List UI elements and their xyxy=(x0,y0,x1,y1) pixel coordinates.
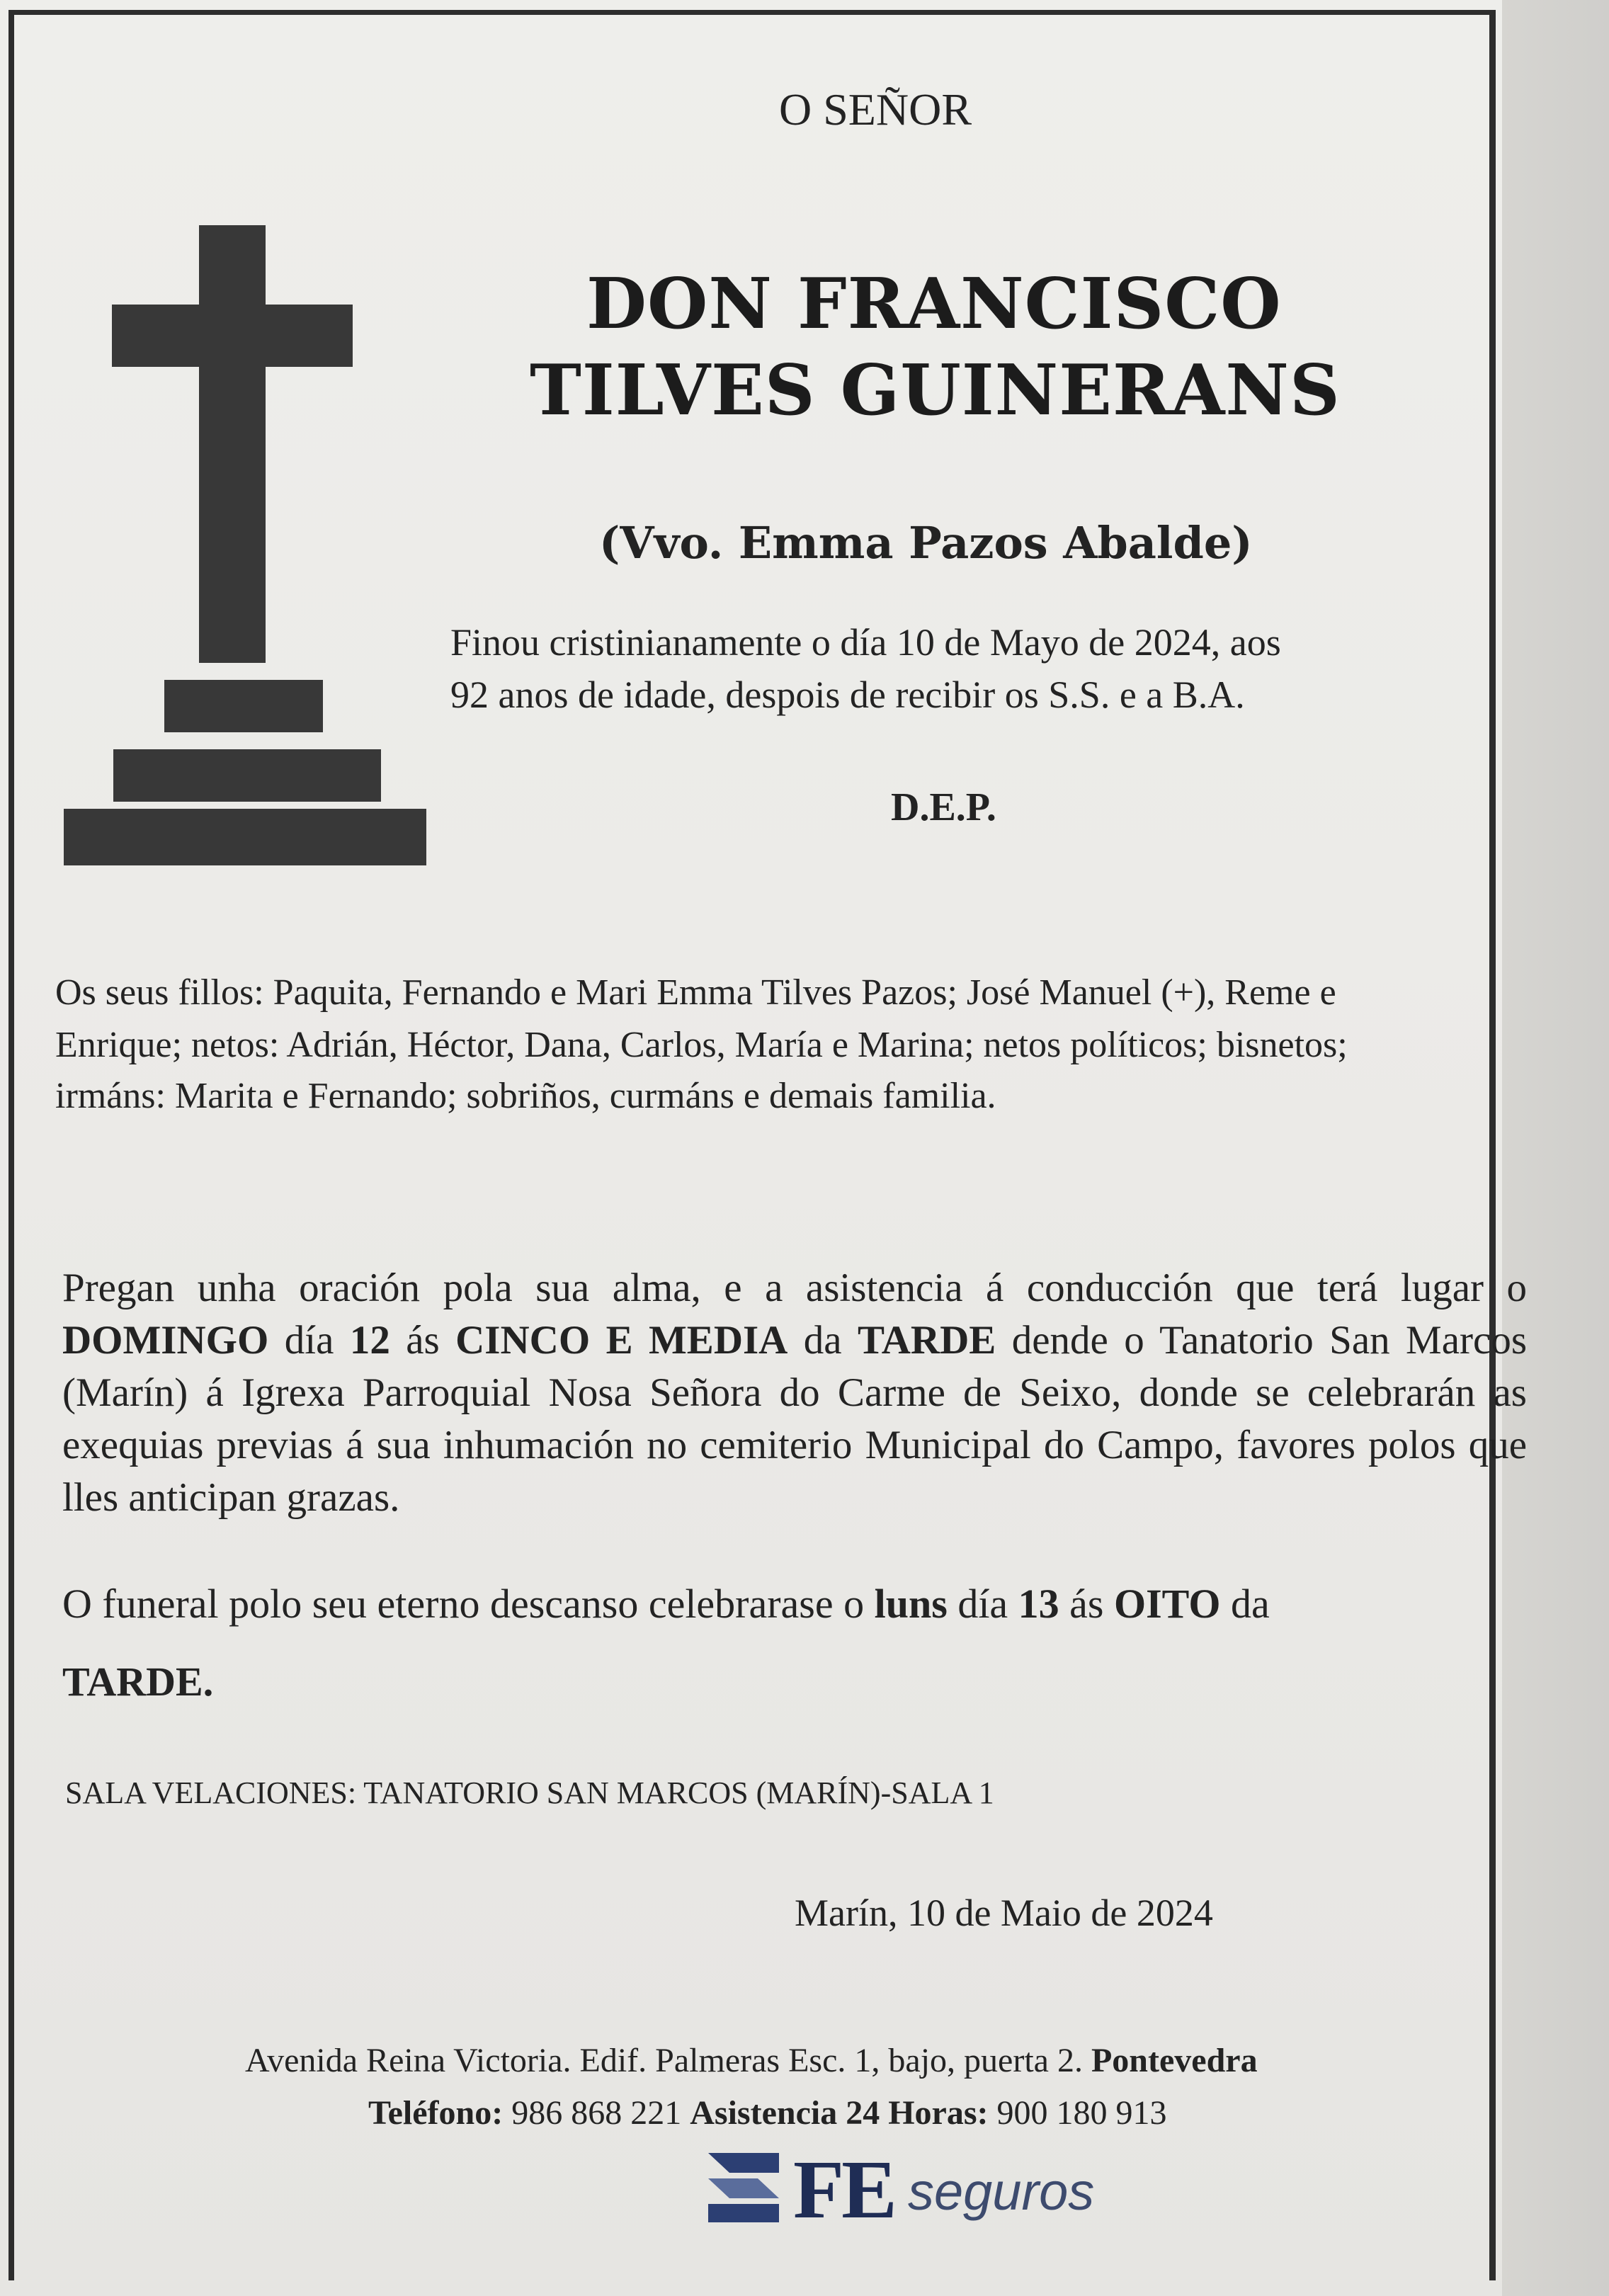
service-paragraph: Pregan unha oración pola sua alma, e a asistencia á conducción que terá lugar o DOMINGO día 12 ás CINCO E MEDIA da TARDE dende o Tanatorio San Marcos (Marín) á Igrexa Parroquial Nosa Señora do Carme de Seixo, donde se celebrarán as exequias previas á sua inhumación no cemiterio Municipal do Campo, favores polos que lles anticipan grazas. xyxy=(62,1266,1527,1520)
logo-suffix: seguros xyxy=(908,2162,1095,2221)
dep-abbreviation: D.E.P. xyxy=(891,785,996,829)
death-notice-line2: 92 anos de idade, despois de recibir os S.S. e a B.A. xyxy=(450,674,1245,716)
fe-seguros-logo-icon xyxy=(701,2146,786,2224)
heading-o-senor: O SEÑOR xyxy=(778,84,972,135)
footer-phones: Teléfono: 986 868 221 Asistencia 24 Horas: 900 180 913 xyxy=(368,2094,1167,2132)
family-line2: Enrique; netos: Adrián, Héctor, Dana, Carlos, María e Marina; netos políticos; bisnetos; xyxy=(55,1025,1348,1065)
page-edge xyxy=(1502,0,1609,2296)
deceased-name-line1: DON FRANCISCO xyxy=(586,263,1282,345)
deceased-name-line2: TILVES GUINERANS xyxy=(530,350,1341,431)
service-time: CINCO E MEDIA xyxy=(455,1318,788,1363)
funeral-paragraph: O funeral polo seu eterno descanso celebrarase o luns día 13 ás OITO da TARDE. xyxy=(62,1581,1270,1705)
family-line3: irmáns: Marita e Fernando; sobriños, curmáns e demais familia. xyxy=(55,1076,996,1116)
widower-of: (Vvo. Emma Pazos Abalde) xyxy=(599,517,1253,569)
place-and-date: Marín, 10 de Maio de 2024 xyxy=(795,1892,1213,1934)
family-line1: Os seus fillos: Paquita, Fernando e Mari Emma Tilves Pazos; José Manuel (+), Reme e xyxy=(55,972,1336,1013)
day-number: 12 xyxy=(349,1318,390,1363)
service-period: TARDE xyxy=(857,1318,996,1363)
day-name: DOMINGO xyxy=(62,1318,269,1363)
wake-room: SALA VELACIONES: TANATORIO SAN MARCOS (MARÍN)-SALA 1 xyxy=(65,1775,994,1810)
footer-address: Avenida Reina Victoria. Edif. Palmeras Esc. 1, bajo, puerta 2. Pontevedra xyxy=(245,2042,1258,2079)
death-notice-line1: Finou cristinianamente o día 10 de Mayo de 2024, aos xyxy=(450,621,1281,664)
logo-brand: FE xyxy=(793,2143,894,2236)
